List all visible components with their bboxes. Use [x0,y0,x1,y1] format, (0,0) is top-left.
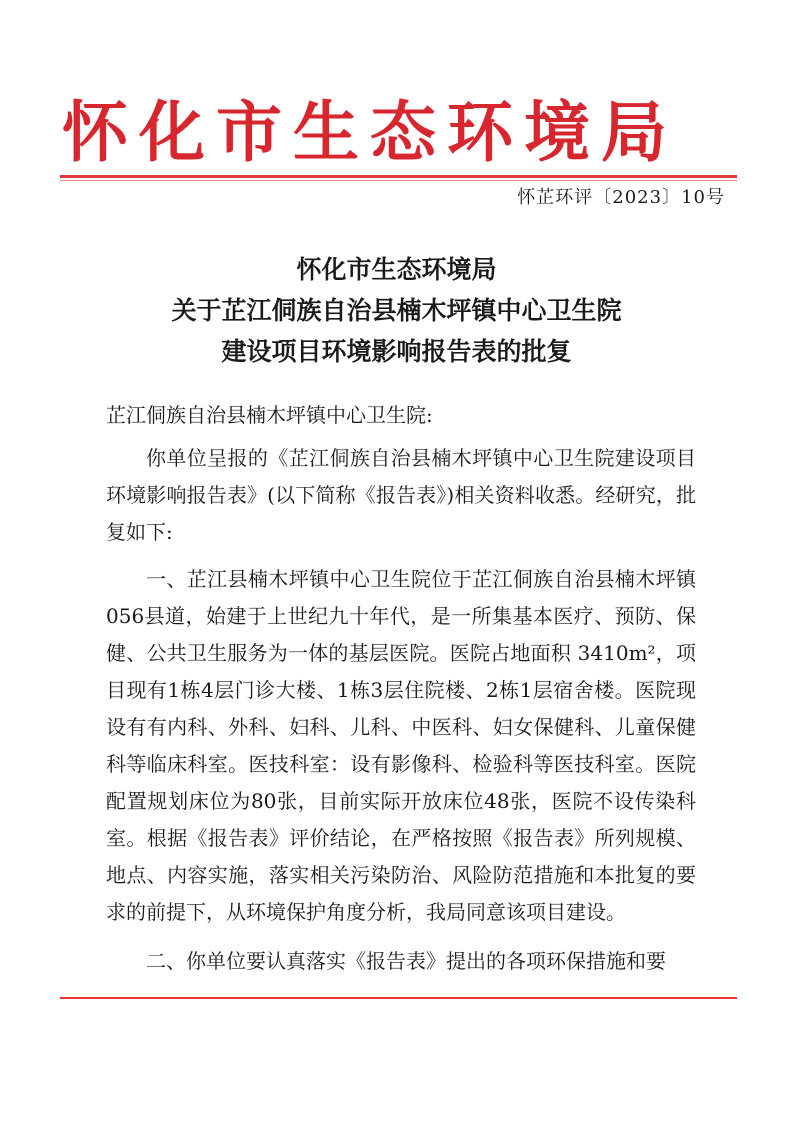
paragraph-1: 你单位呈报的《芷江侗族自治县楠木坪镇中心卫生院建设项目环境影响报告表》(以下简称《报告表》)相关资料收悉。经研究，批复如下: [106,446,696,544]
addressee: 芷江侗族自治县楠木坪镇中心卫生院: [106,403,433,427]
footer-red-rule [60,997,737,999]
title-line-3: 建设项目环境影响报告表的批复 [221,337,572,366]
header-red-rule-thin [60,180,737,181]
document-number: 怀芷环评〔2023〕10号 [517,187,725,208]
paragraph-2: 一、芷江县楠木坪镇中心卫生院位于芷江侗族自治县楠木坪镇056县道，始建于上世纪九十年代，是一所集基本医疗、预防、保健、公共卫生服务为一体的基层医院。医院占地面积 3410m²，项目现有1栋4层门诊大楼、1栋3层住院楼、2栋1层宿舍楼。医院现设有有内科、外科、妇科、儿科、中医科、妇女保健科、儿童保健科等临床科室。医技科室：设有影像科、检验科等医技科室。医院配置规划床位为80张，目前实际开放床位48张，医院不设传染科室。根据《报告表》评价结论，在严格按照《报告表》所列规模、地点、内容实施，落实相关污染防治、风险防范措施和本批复的要求的前提下，从环境保护角度分析，我局同意该项目建设。 [106,567,696,924]
body-text [106,440,696,980]
header-red-rule [60,175,737,178]
title-line-1: 怀化市生态环境局 [296,255,497,284]
title-line-2: 关于芷江侗族自治县楠木坪镇中心卫生院 [171,296,622,325]
paragraph-3: 二、你单位要认真落实《报告表》提出的各项环保措施和要 [146,949,666,973]
organization-header: 怀化市生态环境局 [62,94,678,171]
